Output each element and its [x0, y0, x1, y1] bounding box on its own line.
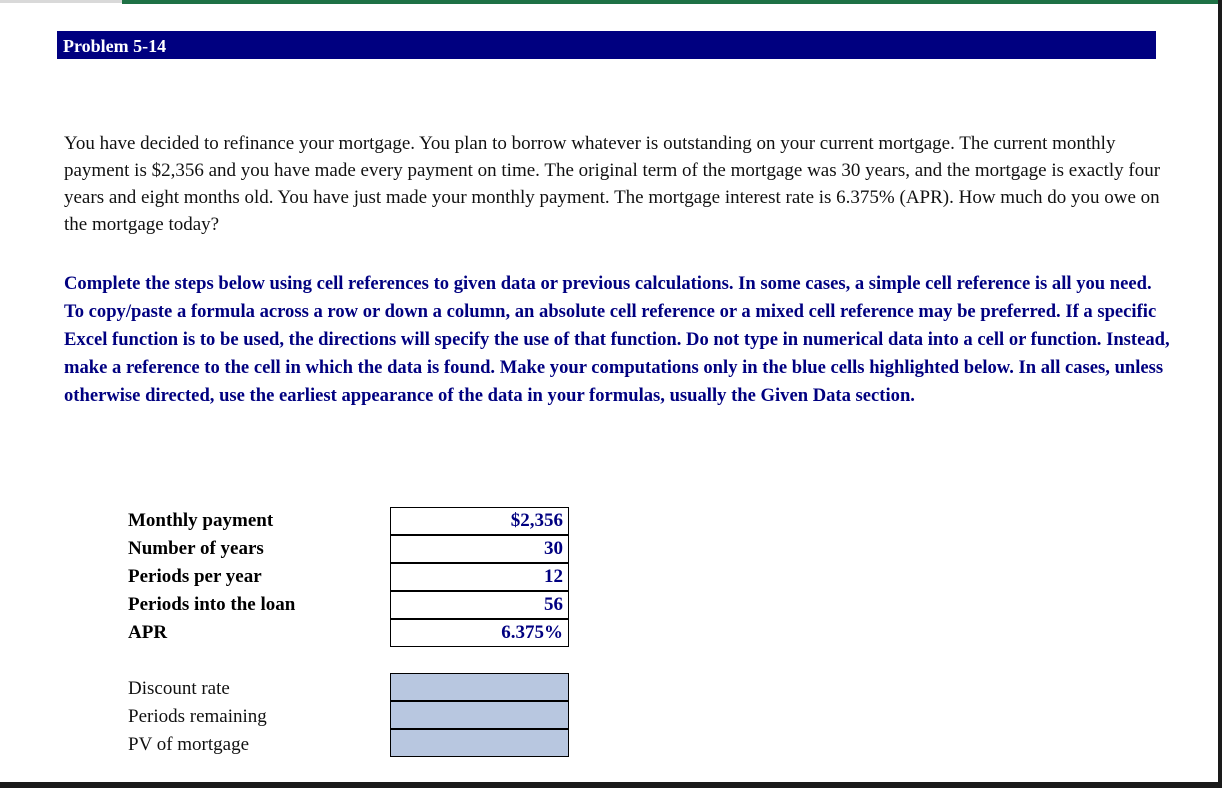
discount-rate-label[interactable]: Discount rate	[128, 678, 230, 699]
apr-label[interactable]: APR	[128, 622, 168, 643]
problem-title-bar[interactable]: Problem 5-14	[57, 31, 1156, 59]
monthly-payment-label[interactable]: Monthly payment	[128, 510, 274, 531]
number-of-years-cell[interactable]: 30	[390, 535, 569, 563]
periods-into-loan-label[interactable]: Periods into the loan	[128, 594, 296, 615]
sheet-right-border	[1218, 0, 1222, 788]
pv-of-mortgage-input-cell[interactable]	[390, 729, 569, 757]
monthly-payment-cell[interactable]: $2,356	[390, 507, 569, 535]
instructions-text[interactable]: Complete the steps below using cell references to given data or previous calculations. In some cases, a simple cell reference is all you need. To copy/paste a formula across a row or down a column, an absolute cell reference or a mixed cell reference may be preferred. If a specific Excel function is to be used, the directions will specify the use of that function. Do not type in numerical data into a cell or function. Instead, make a reference to the cell in which the data is found. Make your computations only in the blue cells highlighted below. In all cases, unless otherwise directed, use the earliest appearance of the data in your formulas, usually the Given Data section.	[64, 273, 1170, 406]
sheet-bottom-border	[0, 782, 1222, 788]
pv-of-mortgage-label[interactable]: PV of mortgage	[128, 734, 250, 755]
selected-range-indicator	[122, 0, 1222, 4]
periods-per-year-cell[interactable]: 12	[390, 563, 569, 591]
number-of-years-label[interactable]: Number of years	[128, 538, 264, 559]
periods-remaining-label[interactable]: Periods remaining	[128, 706, 267, 727]
periods-per-year-label[interactable]: Periods per year	[128, 566, 262, 587]
discount-rate-input-cell[interactable]	[390, 673, 569, 701]
periods-into-loan-cell[interactable]: 56	[390, 591, 569, 619]
periods-remaining-input-cell[interactable]	[390, 701, 569, 729]
problem-statement[interactable]: You have decided to refinance your mortgage. You plan to borrow whatever is outstanding on your current mortgage. The current monthly payment is $2,356 and you have made every payment on time. The original term of the mortgage was 30 years, and the mortgage is exactly four years and eight months old. You have just made your monthly payment. The mortgage interest rate is 6.375% (APR). How much do you owe on the mortgage today?	[64, 133, 1161, 235]
apr-cell[interactable]: 6.375%	[390, 619, 569, 647]
